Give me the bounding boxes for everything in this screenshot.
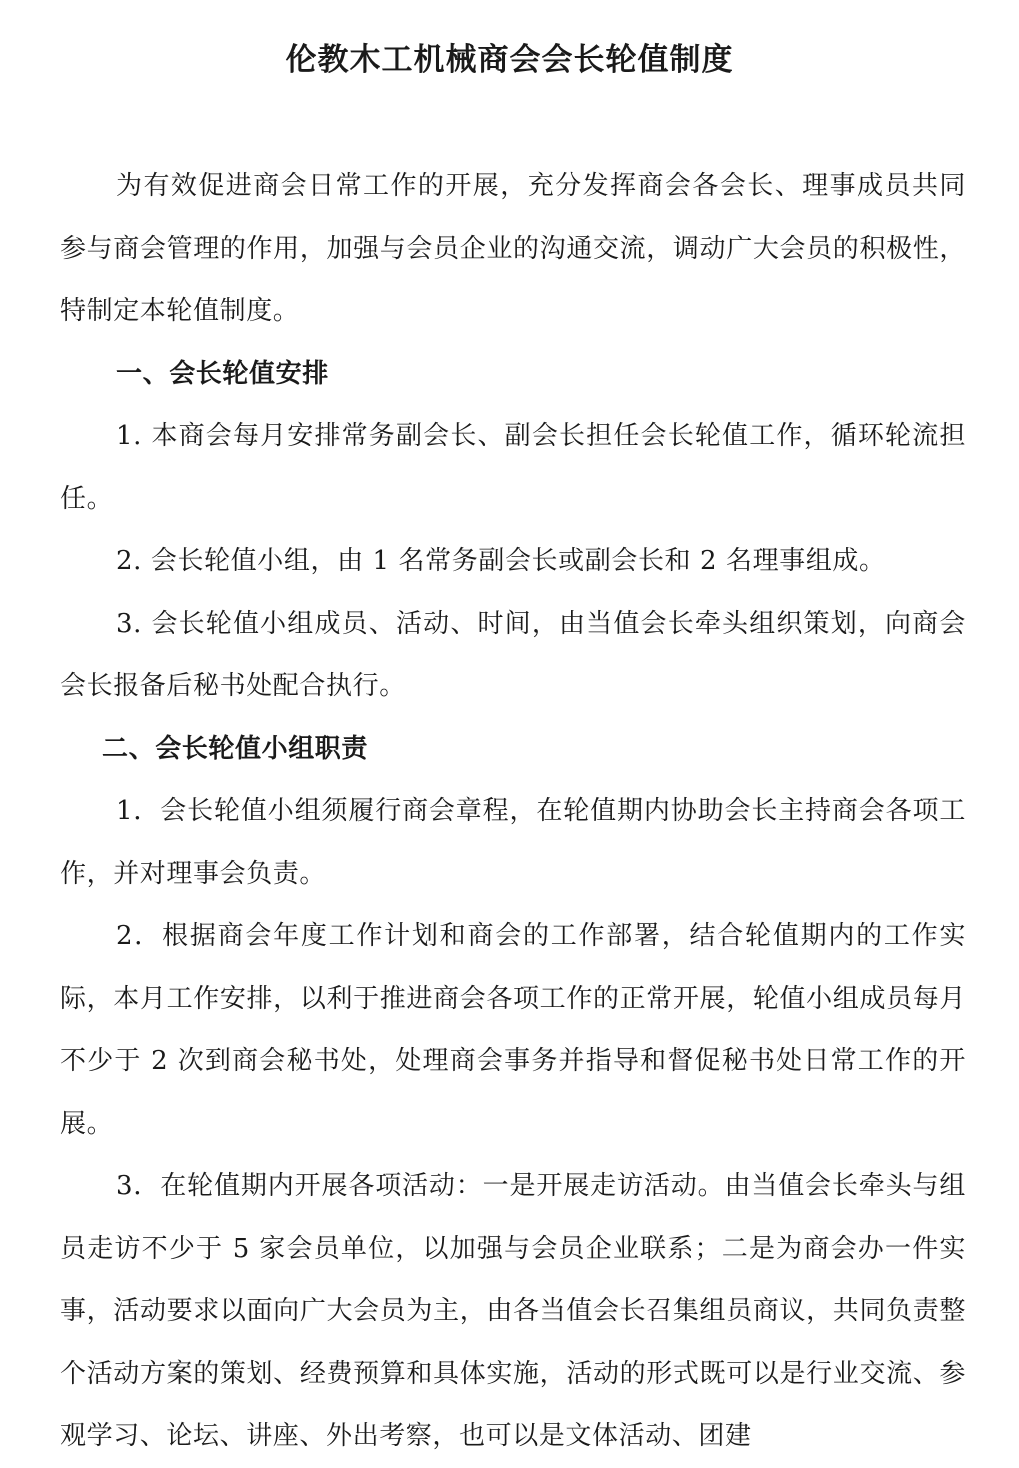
intro-paragraph: 为有效促进商会日常工作的开展，充分发挥商会各会长、理事成员共同参与商会管理的作用，加强与会员企业的沟通交流，调动广大会员的积极性，特制定本轮值制度。 (60, 171, 966, 326)
document-title: 伦教木工机械商会会长轮值制度 (285, 42, 734, 78)
list-item: 2. 会长轮值小组，由 1 名常务副会长或副会长和 2 名理事组成。 (116, 546, 886, 576)
list-item: 1. 本商会每月安排常务副会长、副会长担任会长轮值工作，循环轮流担任。 (60, 421, 966, 514)
list-item: 3．在轮值期内开展各项活动：一是开展走访活动。由当值会长牵头与组员走访不少于 5 家会员单位，以加强与会员企业联系；二是为商会办一件实事，活动要求以面向广大会员为主，由各当值会长召集组员商议，共同负责整个活动方案的策划、经费预算和具体实施，活动的形式既可以是行业交流、参观学习、论坛、讲座、外出考察，也可以是文体活动、团建 (60, 1171, 966, 1451)
list-item: 3. 会长轮值小组成员、活动、时间，由当值会长牵头组织策划，向商会会长报备后秘书处配合执行。 (60, 608, 966, 701)
list-item: 1．会长轮值小组须履行商会章程，在轮值期内协助会长主持商会各项工作，并对理事会负责。 (60, 796, 966, 889)
section-heading-rotation-arrangement: 一、会长轮值安排 (116, 358, 329, 389)
document-body (60, 155, 966, 1468)
list-item: 2．根据商会年度工作计划和商会的工作部署，结合轮值期内的工作实际，本月工作安排，以利于推进商会各项工作的正常开展，轮值小组成员每月不少于 2 次到商会秘书处，处理商会事务并指导和督促秘书处日常工作的开展。 (60, 921, 966, 1139)
section-heading-group-duties: 二、会长轮值小组职责 (102, 733, 369, 764)
